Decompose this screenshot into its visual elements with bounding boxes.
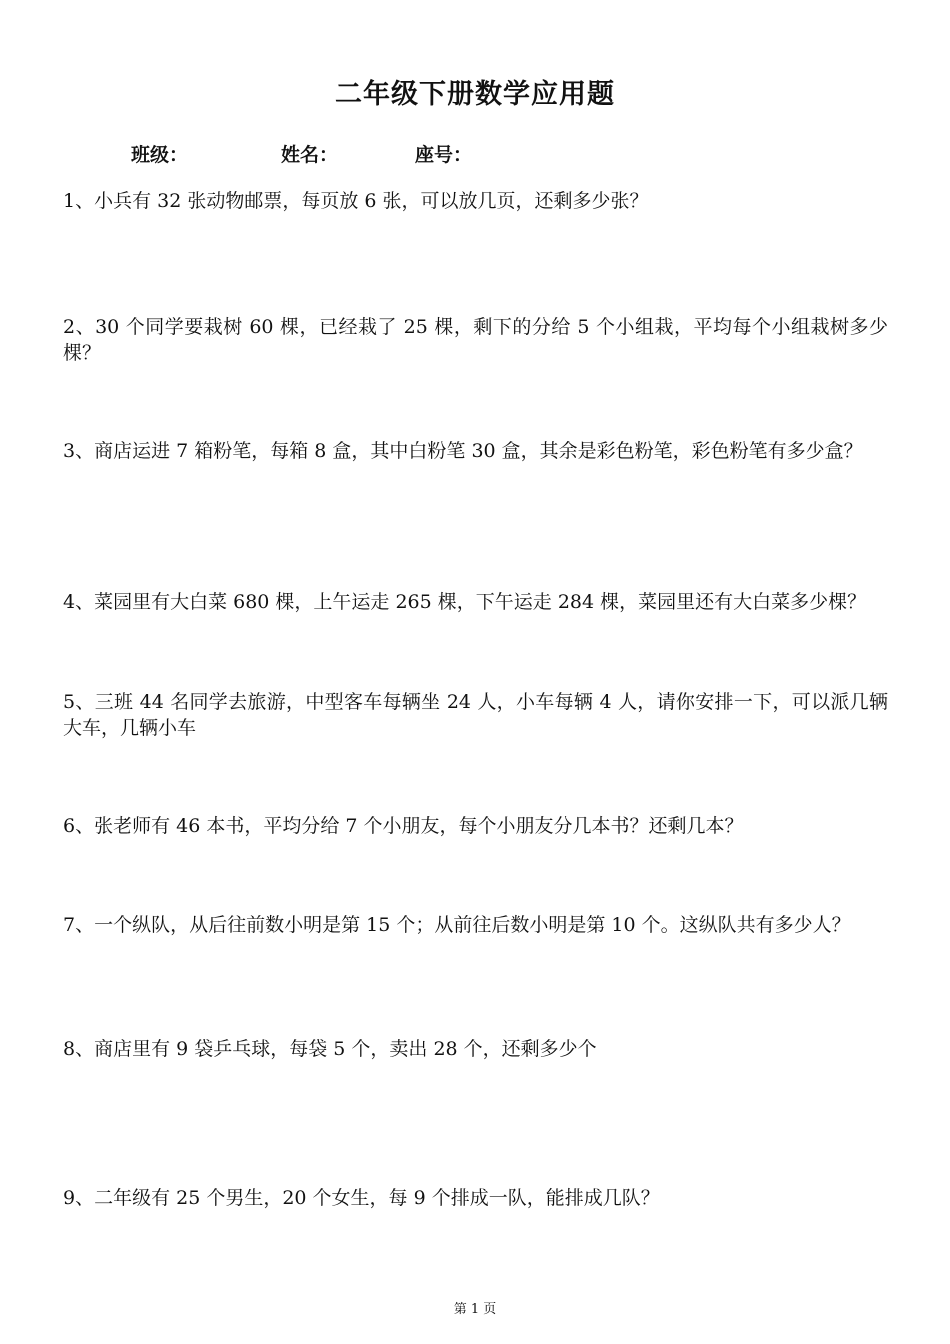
page-title: 二年级下册数学应用题 <box>335 79 615 110</box>
student-info-row <box>0 140 950 170</box>
question-8: 8、商店里有 9 袋乒乓球，每袋 5 个，卖出 28 个，还剩多少个 <box>63 1038 597 1060</box>
page-number: 第 1 页 <box>453 1302 497 1317</box>
question-5: 5、三班 44 名同学去旅游，中型客车每辆坐 24 人，小车每辆 4 人，请你安排一下，可以派几辆大车，几辆小车 <box>63 691 888 739</box>
seat-label: 座号： <box>415 144 473 166</box>
question-1: 1、小兵有 32 张动物邮票，每页放 6 张，可以放几页，还剩多少张？ <box>63 190 649 212</box>
question-2: 2、30 个同学要栽树 60 棵，已经栽了 25 棵，剩下的分给 5 个小组栽，平均每个小组栽树多少棵？ <box>63 316 888 364</box>
question-6: 6、张老师有 46 本书，平均分给 7 个小朋友，每个小朋友分几本书？还剩几本？ <box>63 815 744 837</box>
question-3: 3、商店运进 7 箱粉笔，每箱 8 盒，其中白粉笔 30 盒，其余是彩色粉笔，彩色粉笔有多少盒？ <box>63 440 863 462</box>
question-7: 7、一个纵队，从后往前数小明是第 15 个；从前往后数小明是第 10 个。这纵队共有多少人？ <box>63 914 851 936</box>
question-4: 4、菜园里有大白菜 680 棵，上午运走 265 棵，下午运走 284 棵，菜园里还有大白菜多少棵？ <box>63 591 867 613</box>
name-label: 姓名： <box>281 144 339 166</box>
class-label: 班级： <box>131 144 189 166</box>
question-9: 9、二年级有 25 个男生，20 个女生，每 9 个排成一队，能排成几队？ <box>63 1187 660 1209</box>
